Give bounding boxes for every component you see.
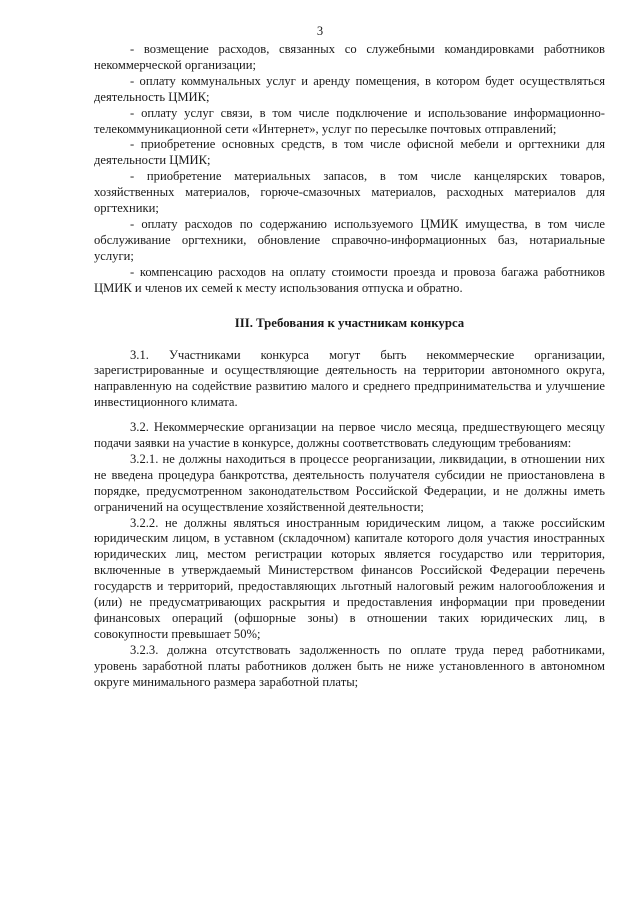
list-item-materials: - приобретение материальных запасов, в том числе канцелярских товаров, хозяйственных материалов, горюче-смазочных материалов, расходных материалов для оргтехники;: [94, 169, 605, 216]
list-item-business-trips: - возмещение расходов, связанных со служебными командировками работников некоммерческой организации;: [94, 42, 605, 72]
clause-3-2-1: 3.2.1. не должны находиться в процессе реорганизации, ликвидации, в отношении них не введена процедура банкротства, деятельность получателя субсидии не приостановлена в порядке, предусмотренном законодательством Российской Федерации, и не должны иметь ограничений на осуществление хозяйственной деятельности;: [94, 451, 605, 514]
clause-3-2-3: 3.2.3. должна отсутствовать задолженность по оплате труда перед работниками, уровень заработной платы работников должен быть не ниже установленного в автономном округе минимального размера заработной платы;: [94, 642, 605, 689]
list-item-property-maintenance: - оплату расходов по содержанию используемого ЦМИК имущества, в том числе обслуживание оргтехники, обновление справочно-информационных баз, нотариальные услуги;: [94, 216, 605, 263]
list-item-travel-compensation: - компенсацию расходов на оплату стоимости проезда и провоза багажа работников ЦМИК и членов их семей к месту использования отпуска и обратно.: [94, 264, 605, 295]
list-item-communications: - оплату услуг связи, в том числе подключение и использование информационно-телекоммуникационной сети «Интернет», услуг по пересылке почтовых отправлений;: [94, 105, 605, 136]
page-number: 3: [316, 24, 324, 38]
document-body: [94, 42, 605, 691]
section-heading: III. Требования к участникам конкурса: [234, 315, 465, 330]
list-item-fixed-assets: - приобретение основных средств, в том числе офисной мебели и оргтехники для деятельности ЦМИК;: [94, 137, 605, 168]
clause-3-2-2: 3.2.2. не должны являться иностранным юридическим лицом, а также российским юридическим лицом, в уставном (складочном) капитале которого доля участия иностранных юридических лиц, местом регистрации которых является государство или территория, включенные в утверждаемый Министерством финансов Российской Федерации перечень государств и территорий, предоставляющих льготный налоговый режим налогообложения и (или) не предусматривающих раскрытия и предоставления информации при проведении финансовых операций (офшорные зоны) в отношении таких юридических лиц, в совокупности превышает 50%;: [94, 515, 605, 641]
list-item-utilities-rent: - оплату коммунальных услуг и аренду помещения, в котором будет осуществляться деятельность ЦМИК;: [94, 73, 605, 104]
clause-3-1: 3.1. Участниками конкурса могут быть некоммерческие организации, зарегистрированные и осуществляющие деятельность на территории автономного округа, направленную на содействие развитию малого и среднего предпринимательства и улучшение инвестиционного климата.: [94, 347, 605, 410]
clause-3-2: 3.2. Некоммерческие организации на первое число месяца, предшествующего месяцу подачи заявки на участие в конкурсе, должны соответствовать следующим требованиям:: [94, 420, 605, 451]
